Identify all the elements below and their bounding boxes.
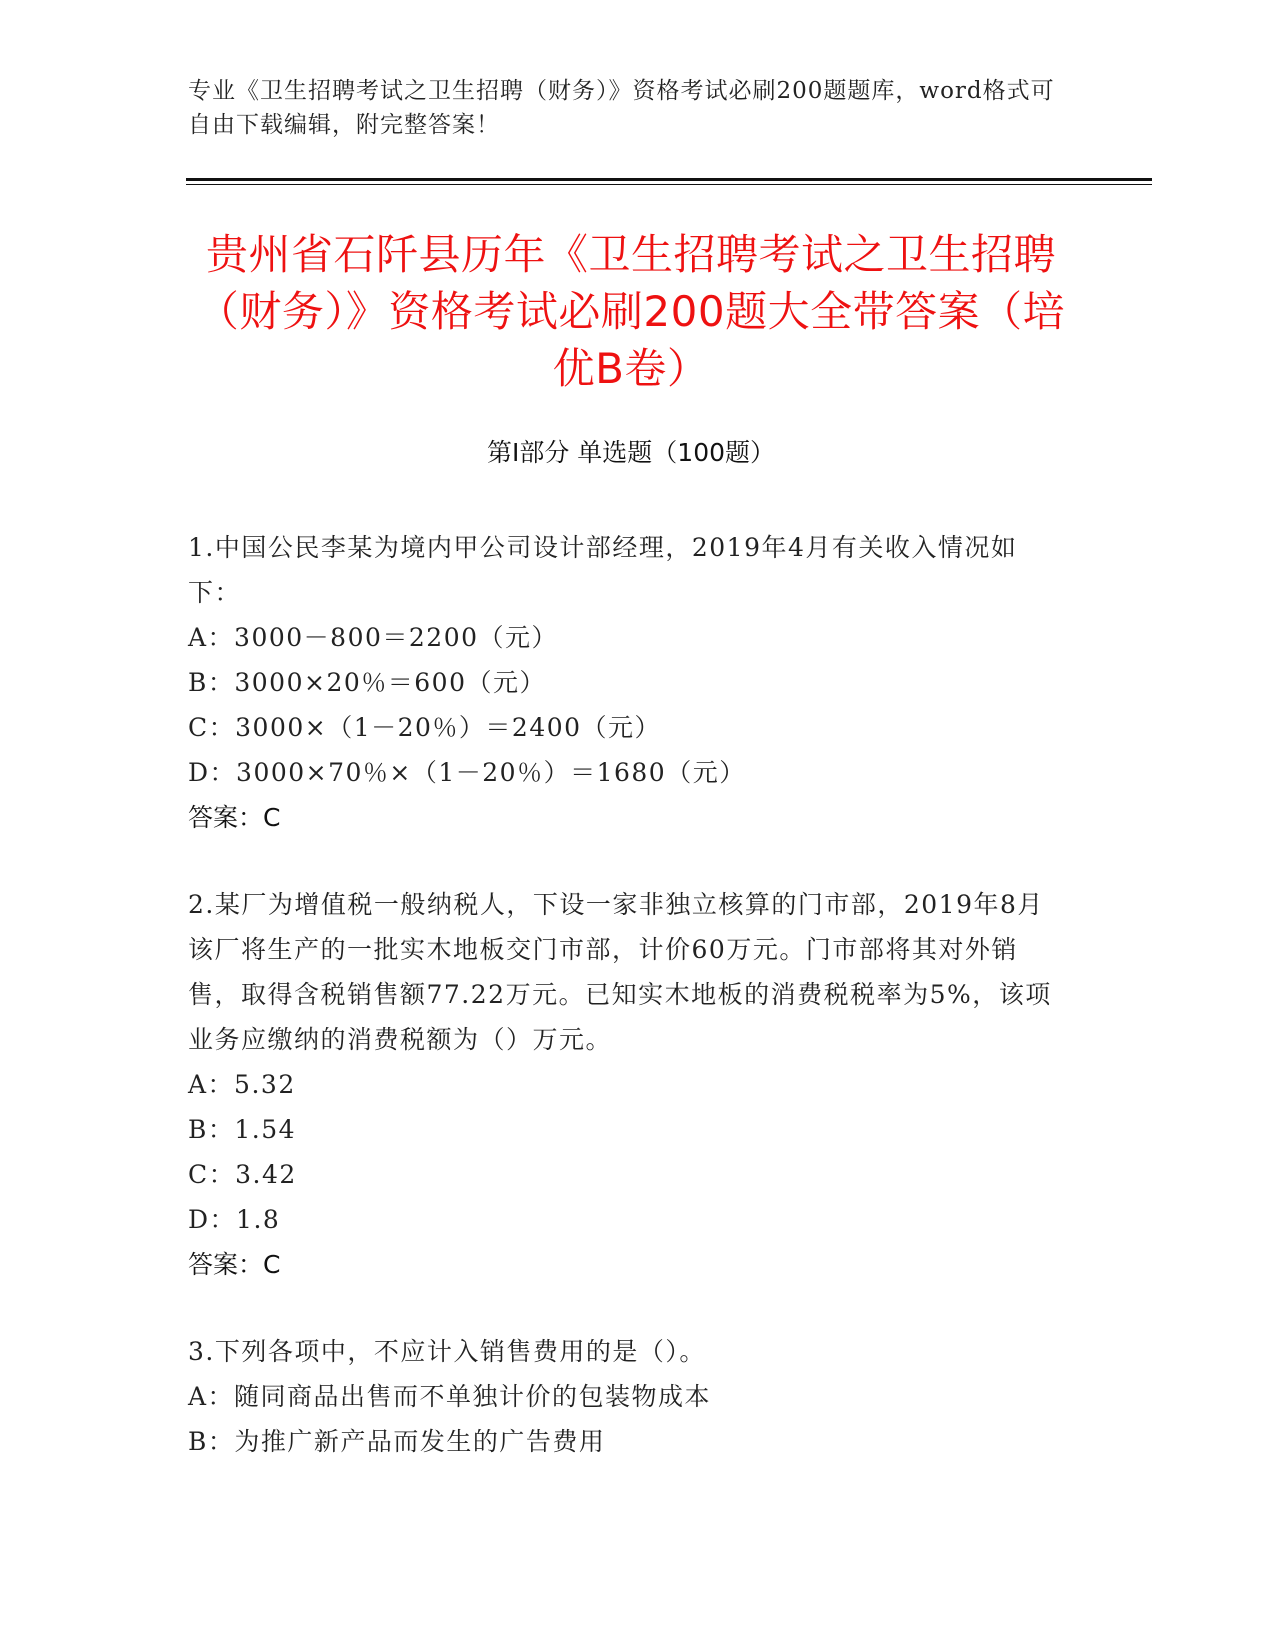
header-divider-thin [186,184,1152,185]
question-1 [188,525,1068,840]
option-c: C：3000×（1－20％）＝2400（元） [188,713,662,742]
option-a: A：3000－800＝2200（元） [188,623,559,652]
header-note: 专业《卫生招聘考试之卫生招聘（财务）》资格考试必刷200题题库，word格式可自由下载编辑，附完整答案！ [188,78,1055,138]
section-heading: 第I部分 单选题（100题） [486,438,776,467]
question-stem: 1.中国公民李某为境内甲公司设计部经理，2019年4月有关收入情况如下： [188,533,1018,607]
question-stem: 3.下列各项中，不应计入销售费用的是（）。 [188,1337,706,1366]
answer: 答案：C [188,803,281,832]
option-b: B：3000×20％＝600（元） [188,668,546,697]
option-d: D：3000×70％×（1－20％）＝1680（元） [188,758,746,787]
option-c: C：3.42 [188,1160,297,1189]
answer: 答案：C [188,1250,281,1279]
option-a: A：5.32 [188,1070,296,1099]
header-divider-thick [186,178,1152,181]
option-d: D：1.8 [188,1205,281,1234]
option-a: A：随同商品出售而不单独计价的包装物成本 [188,1382,712,1411]
option-b: B：为推广新产品而发生的广告费用 [188,1427,606,1456]
option-b: B：1.54 [188,1115,297,1144]
question-2 [188,882,1068,1287]
question-list [188,525,1068,1506]
question-3 [188,1329,1068,1464]
question-stem: 2.某厂为增值税一般纳税人，下设一家非独立核算的门市部，2019年8月该厂将生产的一批实木地板交门市部，计价60万元。门市部将其对外销售，取得含税销售额77.22万元。已知实木地板的消费税税率为5%，该项业务应缴纳的消费税额为（）万元。 [188,890,1052,1054]
document-title: 贵州省石阡县历年《卫生招聘考试之卫生招聘（财务）》资格考试必刷200题大全带答案（培优B卷） [196,230,1066,393]
